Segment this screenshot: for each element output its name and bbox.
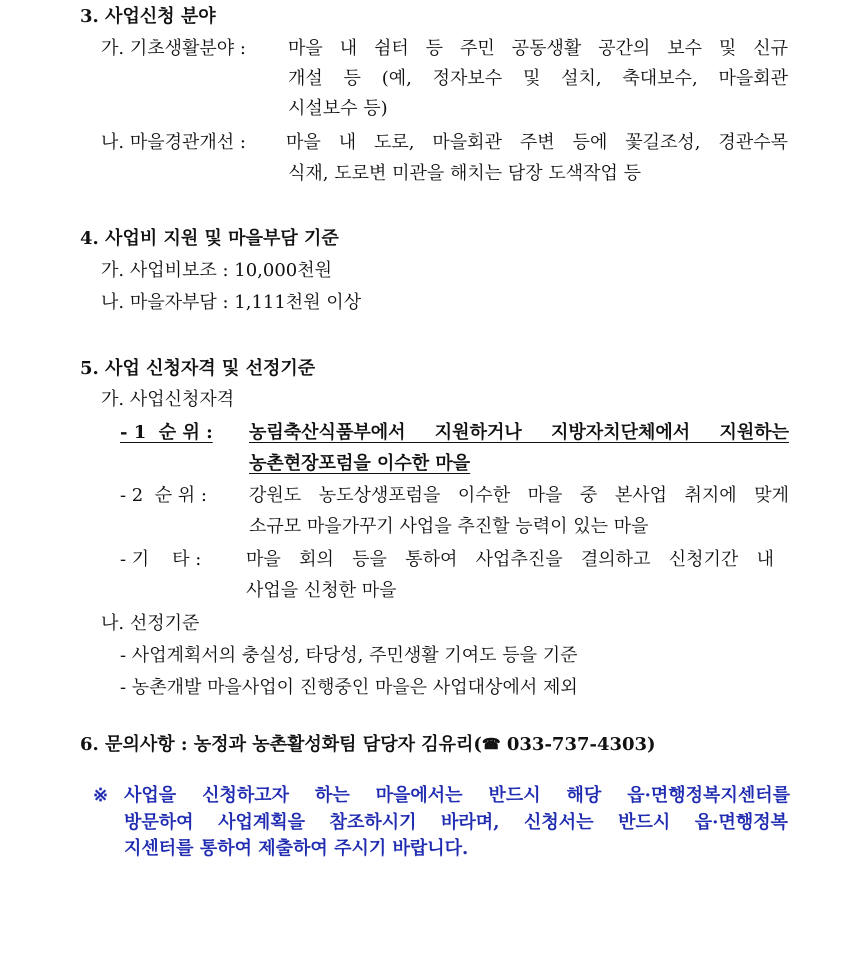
- rank2-label: - 2 순 위 :: [120, 485, 207, 506]
- section3-item-b-line2: 식재, 도로변 미관을 해치는 담장 도색작업 등: [288, 163, 642, 184]
- rank1-label: - 1 순 위 :: [120, 422, 213, 443]
- criteria-item-2: - 농촌개발 마을사업이 진행중인 마을은 사업대상에서 제외: [120, 677, 578, 698]
- other-line2: 사업을 신청한 마을: [246, 580, 397, 601]
- section3-item-b-label: 나. 마을경관개선 :: [101, 132, 246, 153]
- section3-item-a-label: 가. 기초생활분야 :: [101, 38, 246, 59]
- contact-text: 6. 문의사항 : 농정과 농촌활성화팀 담당자 김유리(: [80, 734, 482, 755]
- rank2-line1: 강원도 농도상생포럼을 이수한 마을 중 본사업 취지에 맞게: [249, 485, 789, 506]
- section3-heading: 3. 사업신청 분야: [80, 6, 216, 27]
- section5-qualification-title: 가. 사업신청자격: [101, 389, 235, 410]
- rank1-line1: 농림축산식품부에서 지원하거나 지방자치단체에서 지원하는: [249, 422, 789, 443]
- section5-heading: 5. 사업 신청자격 및 선정기준: [80, 358, 316, 379]
- contact-phone: 033-737-4303): [500, 734, 656, 755]
- notice-line2: 방문하여 사업계획을 참조하시기 바라며, 신청서는 반드시 읍·면행정복: [124, 812, 788, 833]
- phone-icon: ☎: [481, 735, 501, 753]
- notice-line1: 사업을 신청하고자 하는 마을에서는 반드시 해당 읍·면행정복지센터를: [124, 785, 790, 806]
- section5-criteria-title: 나. 선정기준: [101, 613, 200, 634]
- notice-line3: 지센터를 통하여 제출하여 주시기 바랍니다.: [124, 838, 469, 859]
- section3-item-a-line3: 시설보수 등): [288, 98, 388, 119]
- section4-item-a: 가. 사업비보조 : 10,000천원: [101, 260, 333, 281]
- rank2-line2: 소규모 마을가꾸기 사업을 추진할 능력이 있는 마을: [249, 516, 649, 537]
- rank1-line2: 농촌현장포럼을 이수한 마을: [249, 453, 471, 474]
- other-line1: 마을 회의 등을 통하여 사업추진을 결의하고 신청기간 내: [246, 549, 774, 570]
- criteria-item-1: - 사업계획서의 충실성, 타당성, 주민생활 기여도 등을 기준: [120, 645, 578, 666]
- section3-item-a-line1: 마을 내 쉼터 등 주민 공동생활 공간의 보수 및 신규: [288, 38, 788, 59]
- section3-item-b-line1: 마을 내 도로, 마을회관 주변 등에 꽃길조성, 경관수목: [286, 132, 788, 153]
- section3-item-a-line2: 개설 등 (예, 정자보수 및 설치, 축대보수, 마을회관: [288, 68, 788, 89]
- section6-heading: [80, 731, 656, 758]
- notice-mark: ※: [93, 785, 109, 806]
- section4-heading: 4. 사업비 지원 및 마을부담 기준: [80, 228, 339, 249]
- section4-item-b: 나. 마을자부담 : 1,111천원 이상: [101, 292, 362, 313]
- other-label: - 기 타 :: [120, 549, 202, 570]
